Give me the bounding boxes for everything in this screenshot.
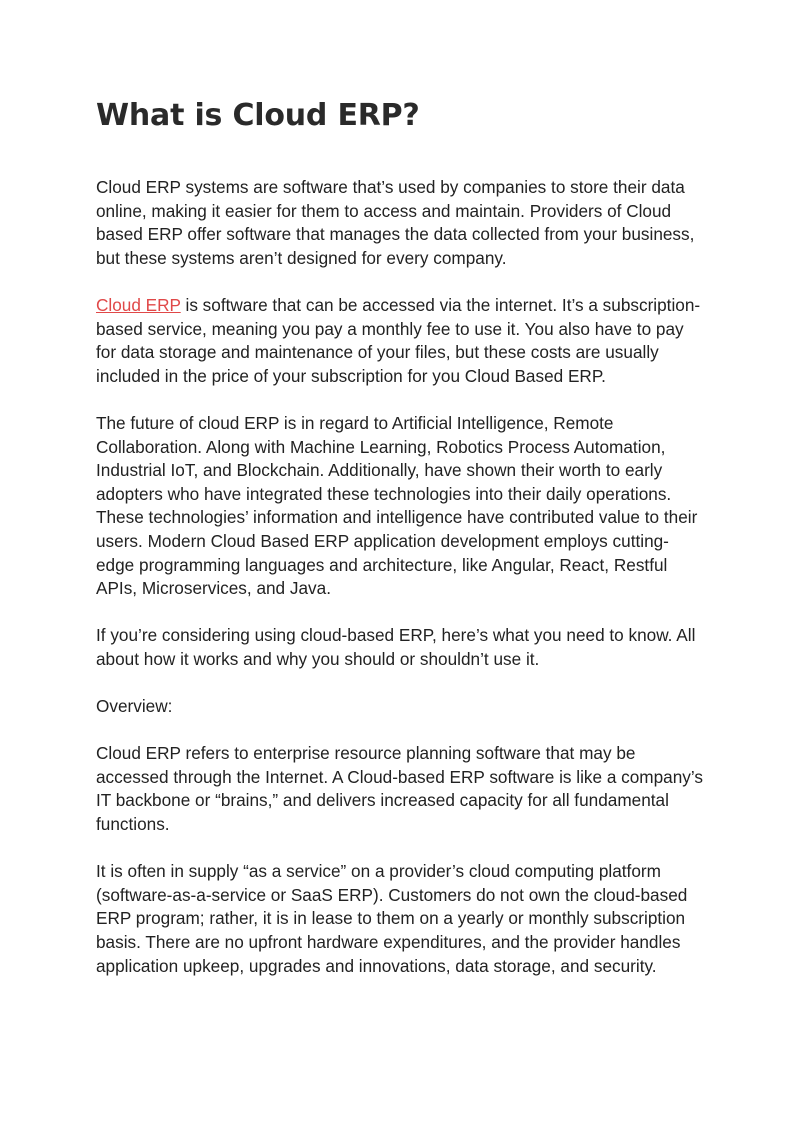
paragraph-overview: Cloud ERP refers to enterprise resource planning software that may be accessed through the Internet. A Cloud-based ERP software is like a company’s IT backbone or “brains,” and delivers increased capacity for all fundamental functions. bbox=[96, 743, 703, 835]
paragraph-definition bbox=[96, 294, 706, 388]
document-page bbox=[96, 90, 706, 1002]
page-title: What is Cloud ERP? bbox=[96, 98, 420, 133]
paragraph-definition-text: is software that can be accessed via the internet. It’s a subscription-based service, meaning you pay a monthly fee to use it. You also have to pay for data storage and maintenance of your files, but these costs are usually included in the price of your subscription for you Cloud Based ERP. bbox=[96, 294, 701, 386]
paragraph-intro: Cloud ERP systems are software that’s used by companies to store their data online, making it easier for them to access and maintain. Providers of Cloud based ERP offer software that manages the data collected from your business, but these systems aren’t designed for every company. bbox=[96, 177, 695, 268]
paragraph-overview-heading: Overview: bbox=[96, 696, 173, 717]
paragraph-future: The future of cloud ERP is in regard to Artificial Intelligence, Remote Collaboration. Along with Machine Learning, Robotics Process Automation, Industrial IoT, and Blockchain. Additionally, have shown their worth to early adopters who have integrated these technologies into their daily operations. These technologies’ information and intelligence have contributed value to their users. Modern Cloud Based ERP application development employs cutting-edge programming languages and architecture, like Angular, React, Restful APIs, Microservices, and Java. bbox=[96, 412, 698, 599]
cloud-erp-link[interactable]: Cloud ERP bbox=[96, 294, 181, 315]
paragraph-saas: It is often in supply “as a service” on a provider’s cloud computing platform (software-as-a-service or SaaS ERP). Customers do not own the cloud-based ERP program; rather, it is in lease to them on a yearly or monthly subscription basis. There are no upfront hardware expenditures, and the provider handles application upkeep, upgrades and innovations, data storage, and security. bbox=[96, 861, 688, 976]
paragraph-considering: If you’re considering using cloud-based ERP, here’s what you need to know. All about how it works and why you should or shouldn’t use it. bbox=[96, 625, 696, 669]
